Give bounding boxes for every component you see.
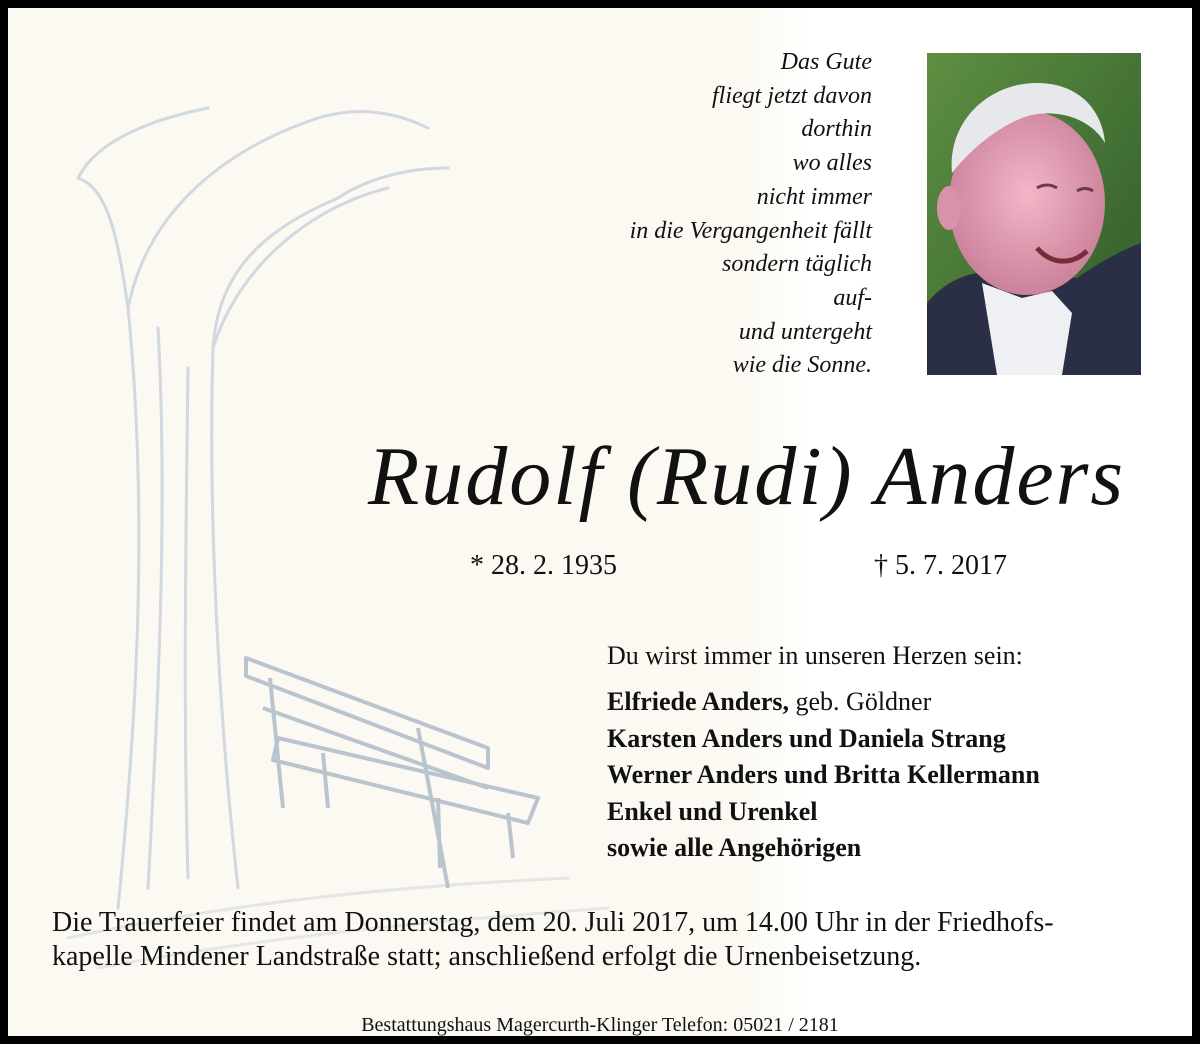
poem-line: wo alles xyxy=(792,150,872,177)
mourners-list xyxy=(607,684,1040,867)
deceased-name: Rudolf (Rudi) Anders xyxy=(368,430,1126,523)
poem xyxy=(630,46,872,383)
mourner-name: Elfriede Anders, xyxy=(607,687,789,716)
mourner-line: Werner Anders und Britta Kellermann xyxy=(607,760,1040,789)
poem-line: fliegt jetzt davon xyxy=(712,82,872,109)
poem-line: Das Gute xyxy=(780,49,872,75)
ceremony-line: Die Trauerfeier findet am Donnerstag, dem 20. Juli 2017, um 14.00 Uhr in der Friedhofs- xyxy=(52,907,1054,938)
mourner-line: Karsten Anders und Daniela Strang xyxy=(607,723,1006,753)
poem-line: in die Vergangenheit fällt xyxy=(629,217,872,244)
funeral-home-footer: Bestattungshaus Magercurth-Klinger Telefon: 05021 / 2181 xyxy=(361,1014,839,1036)
ceremony-info xyxy=(52,906,1054,974)
mourner-line: sowie alle Angehörigen xyxy=(607,833,862,862)
mourner-line: Enkel und Urenkel xyxy=(607,796,818,826)
poem-line: nicht immer xyxy=(756,183,872,210)
poem-line: sondern täglich xyxy=(722,251,872,278)
poem-line: auf- xyxy=(833,284,872,311)
ceremony-line: kapelle Mindener Landstraße statt; anschließend erfolgt die Urnenbeisetzung. xyxy=(52,941,922,972)
poem-line: und untergeht xyxy=(738,318,872,345)
birth-date: * 28. 2. 1935 xyxy=(470,550,617,581)
poem-line: wie die Sonne. xyxy=(732,352,872,379)
death-date: † 5. 7. 2017 xyxy=(874,550,1007,581)
mourners-intro: Du wirst immer in unseren Herzen sein: xyxy=(607,641,1023,670)
portrait-photo xyxy=(927,53,1141,375)
poem-line: dorthin xyxy=(801,116,872,143)
mourner-line xyxy=(607,684,1040,721)
maiden-name: geb. Göldner xyxy=(789,687,932,716)
